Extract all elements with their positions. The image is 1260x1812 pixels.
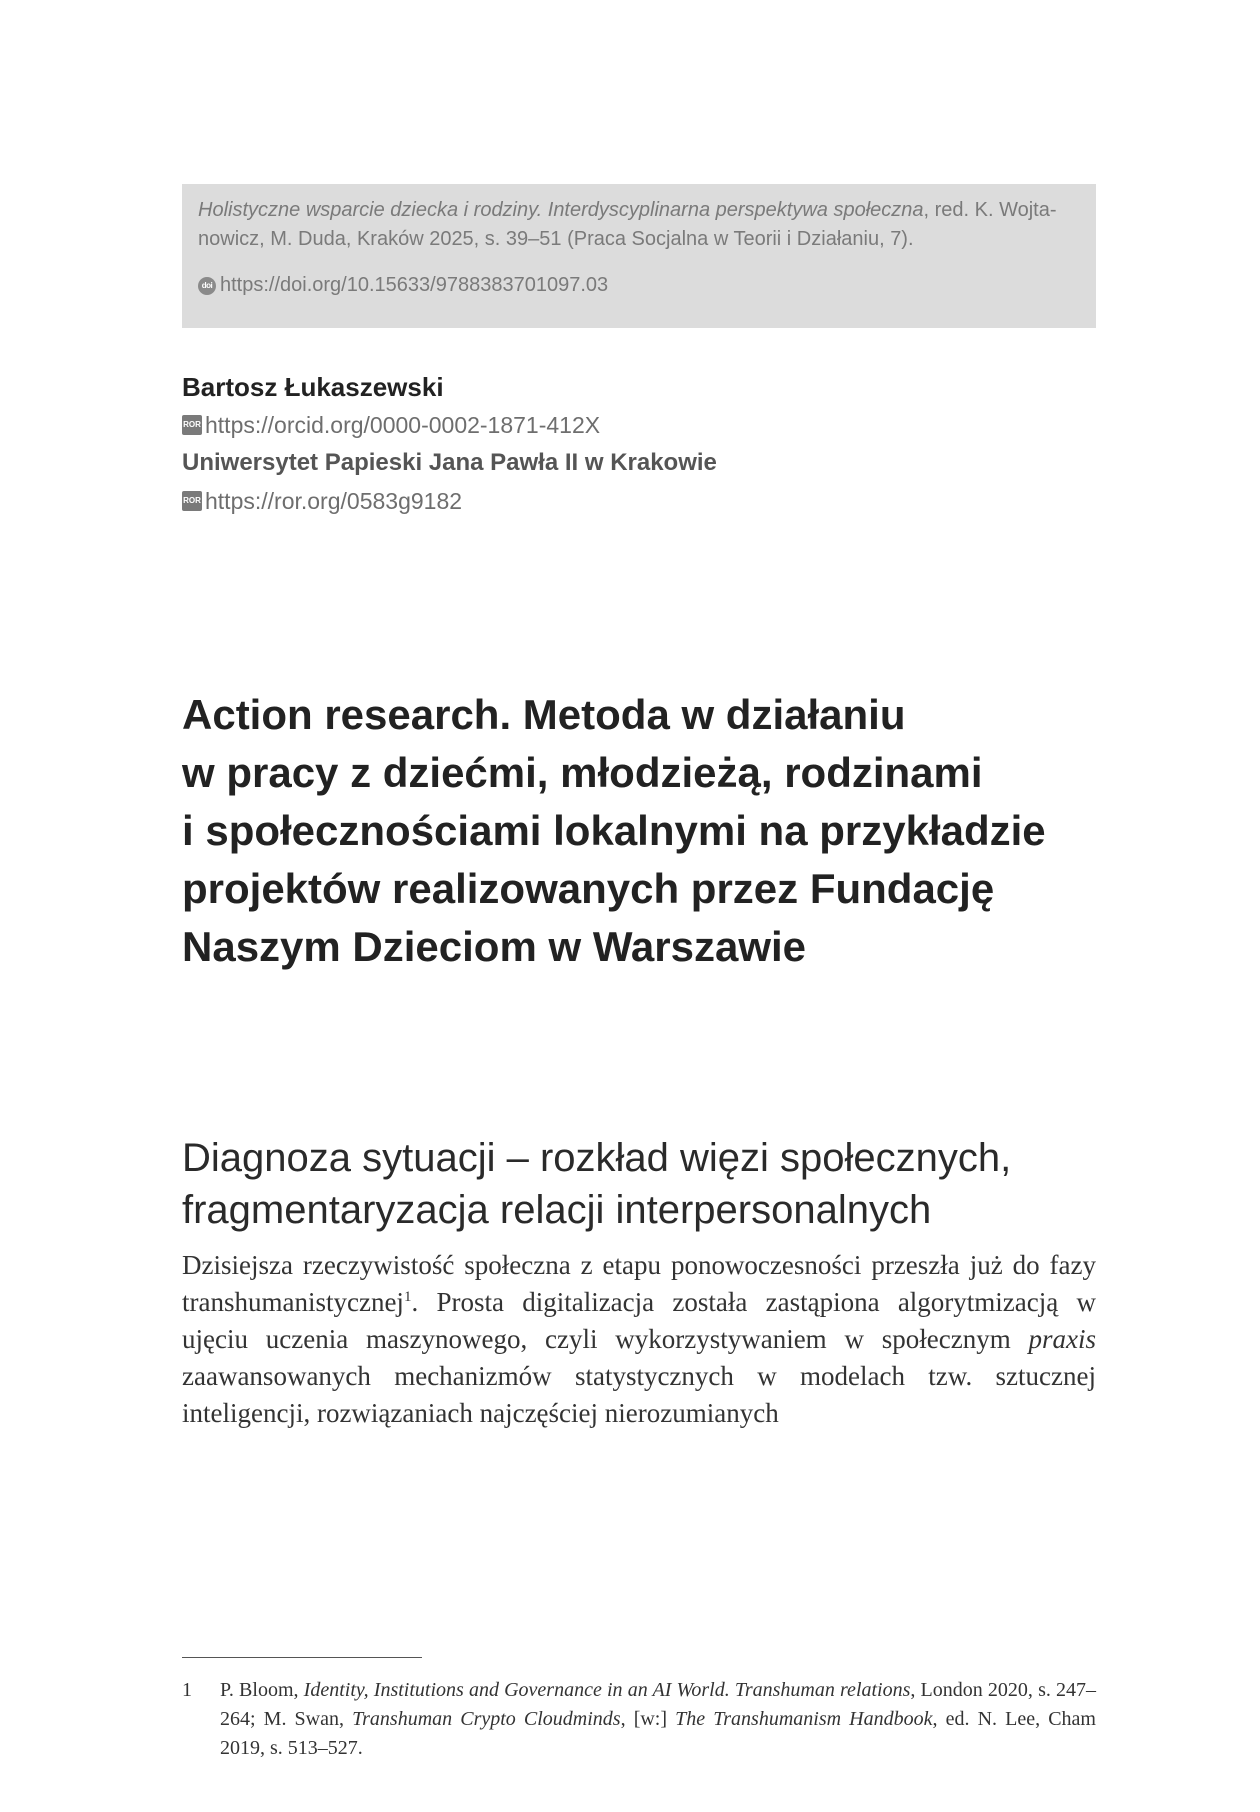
title-line: Naszym Dzieciom w Warszawie bbox=[182, 923, 807, 970]
body-paragraph bbox=[182, 1247, 1096, 1432]
footnote-title: The Transhumanism Handbook bbox=[675, 1708, 933, 1730]
footnote-segment: , London 2020, s. 247–264; M. Swan, bbox=[220, 1679, 1097, 1730]
book-title: Holistyczne wsparcie dziecka i rodziny. Interdyscyplinarna perspektywa społeczna bbox=[198, 199, 924, 221]
heading-line: fragmentaryzacja relacji interpersonalnych bbox=[182, 1188, 932, 1232]
orcid-icon: ROR bbox=[182, 415, 202, 435]
ror-line bbox=[182, 482, 717, 520]
footnote-segment: , ed. N. Lee, Cham 2019, s. 513–527. bbox=[220, 1708, 1096, 1759]
doi-icon: doi bbox=[198, 277, 216, 295]
body-italic: praxis bbox=[1028, 1324, 1096, 1354]
author-block bbox=[182, 368, 717, 520]
orcid-line bbox=[182, 406, 717, 444]
ror-link[interactable]: https://ror.org/0583g9182 bbox=[205, 488, 463, 514]
article-title bbox=[182, 686, 1112, 976]
footnote-ref[interactable]: 1 bbox=[403, 1289, 412, 1305]
citation-details-2: nowicz, M. Duda, Kraków 2025, s. 39–51 (Praca Socjalna w Teorii i Działaniu, 7). bbox=[198, 228, 914, 250]
title-line: projektów realizowanych przez Fundację bbox=[182, 865, 995, 912]
citation-text bbox=[198, 196, 1080, 254]
footnote-text bbox=[220, 1676, 1096, 1763]
citation-box bbox=[182, 184, 1096, 328]
footnote-divider bbox=[182, 1657, 422, 1658]
title-line: Action research. Metoda w działaniu bbox=[182, 691, 906, 738]
footnote-segment: P. Bloom, bbox=[220, 1679, 304, 1701]
footnote-number: 1 bbox=[182, 1679, 192, 1701]
title-line: w pracy z dziećmi, młodzieżą, rodzinami bbox=[182, 749, 983, 796]
footnote-title: Identity, Institutions and Governance in an AI World. Transhuman relations bbox=[303, 1679, 911, 1701]
section-heading bbox=[182, 1132, 1102, 1236]
body-text-segment: zaawansowanych mechanizmów statystycznych w modelach tzw. sztucznej inteligencji, rozwiązaniach najczęściej nierozumianych bbox=[182, 1361, 1096, 1428]
citation-details-1: , red. K. Wojta- bbox=[923, 199, 1057, 221]
ror-icon: ROR bbox=[182, 491, 202, 511]
footnote-title: Transhuman Crypto Cloudminds bbox=[352, 1708, 621, 1730]
affiliation: Uniwersytet Papieski Jana Pawła II w Krakowie bbox=[182, 449, 717, 476]
orcid-link[interactable]: https://orcid.org/0000-0002-1871-412X bbox=[205, 412, 601, 438]
footnote bbox=[182, 1676, 1096, 1763]
heading-line: Diagnoza sytuacji – rozkład więzi społecznych, bbox=[182, 1136, 1012, 1180]
body-text-segment: Dzisiejsza rzeczywistość społeczna z etapu ponowoczesności przeszła już do fazy transhumanistycznej bbox=[182, 1250, 1096, 1317]
footnote-segment: , [w:] bbox=[620, 1708, 676, 1730]
doi-line bbox=[198, 271, 1080, 300]
body-text-segment: . Prosta digitalizacja została zastąpiona algorytmizacją w ujęciu uczenia maszynowego, czyli wykorzystywaniem w społecznym bbox=[182, 1287, 1096, 1354]
author-name: Bartosz Łukaszewski bbox=[182, 372, 444, 402]
title-line: i społecznościami lokalnymi na przykładzie bbox=[182, 807, 1046, 854]
doi-link[interactable]: https://doi.org/10.15633/9788383701097.03 bbox=[220, 274, 609, 296]
